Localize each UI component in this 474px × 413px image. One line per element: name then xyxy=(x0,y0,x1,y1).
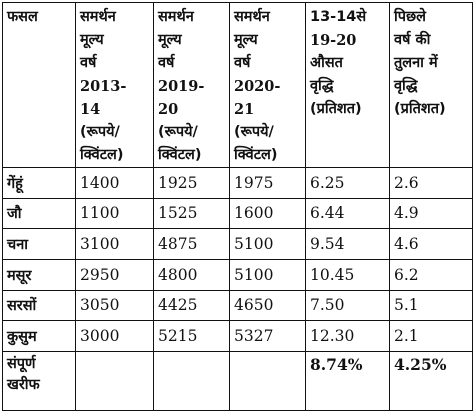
growth-avg-cell: 7.50 xyxy=(306,290,390,321)
crop-cell: चना xyxy=(3,229,76,260)
total-label-cell xyxy=(3,351,76,410)
total-growth-prev-cell: 4.25% xyxy=(390,351,473,410)
msp-2020-21-cell: 5100 xyxy=(230,229,306,260)
table-row xyxy=(3,259,473,290)
header-line: 2019- xyxy=(158,78,205,95)
total-growth-avg-cell: 8.74% xyxy=(306,351,390,410)
header-row xyxy=(3,3,473,168)
header-line: वृद्धि xyxy=(394,78,418,94)
header-line: वृद्धि xyxy=(310,78,334,94)
header-line: क्विंटल) xyxy=(80,147,124,163)
growth-avg-cell: 6.44 xyxy=(306,198,390,229)
header-line: क्विंटल) xyxy=(234,147,278,163)
table-row xyxy=(3,198,473,229)
header-line: समर्थन xyxy=(158,9,194,25)
growth-avg-cell: 10.45 xyxy=(306,259,390,290)
msp-2013-14-cell: 3000 xyxy=(76,321,154,352)
header-line: मूल्य xyxy=(80,32,104,48)
msp-2019-20-cell: 4800 xyxy=(154,259,230,290)
msp-2013-14-cell: 3050 xyxy=(76,290,154,321)
header-line: (प्रतिशत) xyxy=(394,101,446,117)
empty-cell xyxy=(154,351,230,410)
header-line: औसत xyxy=(310,55,343,71)
header-line: पिछले xyxy=(394,9,426,25)
crop-cell: जौ xyxy=(3,198,76,229)
total-row xyxy=(3,351,473,410)
crop-cell: सरसों xyxy=(3,290,76,321)
header-line: (रूपये/ xyxy=(80,124,120,140)
header-msp-2013-14 xyxy=(76,3,154,168)
empty-cell xyxy=(230,351,306,410)
header-line: वर्ष xyxy=(158,55,175,71)
header-line: क्विंटल) xyxy=(158,147,202,163)
crop-cell: गेंहूं xyxy=(3,168,76,199)
growth-prev-cell: 2.1 xyxy=(390,321,473,352)
header-crop-text: फसल xyxy=(7,9,38,25)
table-row xyxy=(3,290,473,321)
header-growth-prev xyxy=(390,3,473,168)
header-crop xyxy=(3,3,76,168)
msp-2020-21-cell: 5327 xyxy=(230,321,306,352)
header-msp-2019-20 xyxy=(154,3,230,168)
growth-prev-cell: 4.6 xyxy=(390,229,473,260)
header-line: (रूपये/ xyxy=(234,124,274,140)
header-line: वर्ष xyxy=(234,55,251,71)
header-line: 13-14से xyxy=(310,9,367,25)
msp-2020-21-cell: 4650 xyxy=(230,290,306,321)
header-growth-avg xyxy=(306,3,390,168)
header-line: मूल्य xyxy=(158,32,182,48)
msp-2020-21-cell: 5100 xyxy=(230,259,306,290)
msp-2020-21-cell: 1975 xyxy=(230,168,306,199)
table-row xyxy=(3,168,473,199)
msp-2019-20-cell: 1925 xyxy=(154,168,230,199)
growth-prev-cell: 5.1 xyxy=(390,290,473,321)
msp-2019-20-cell: 1525 xyxy=(154,198,230,229)
msp-2019-20-cell: 5215 xyxy=(154,321,230,352)
msp-2020-21-cell: 1600 xyxy=(230,198,306,229)
total-label-line: खरीफ xyxy=(7,376,40,393)
header-line: (प्रतिशत) xyxy=(310,101,362,117)
msp-2013-14-cell: 1400 xyxy=(76,168,154,199)
header-line: वर्ष की xyxy=(394,32,431,48)
msp-2013-14-cell: 1100 xyxy=(76,198,154,229)
table-row xyxy=(3,229,473,260)
header-line: 20 xyxy=(158,101,179,118)
header-line: 2020- xyxy=(234,78,281,95)
msp-2013-14-cell: 3100 xyxy=(76,229,154,260)
growth-prev-cell: 4.9 xyxy=(390,198,473,229)
header-line: तुलना में xyxy=(394,55,438,71)
header-line: वर्ष xyxy=(80,55,97,71)
header-line: 21 xyxy=(234,101,255,118)
header-line: (रूपये/ xyxy=(158,124,198,140)
header-line: 19-20 xyxy=(310,32,357,49)
header-line: समर्थन xyxy=(234,9,270,25)
header-line: मूल्य xyxy=(234,32,258,48)
msp-table xyxy=(2,2,473,411)
crop-cell: कुसुम xyxy=(3,321,76,352)
header-line: समर्थन xyxy=(80,9,116,25)
growth-avg-cell: 9.54 xyxy=(306,229,390,260)
growth-avg-cell: 12.30 xyxy=(306,321,390,352)
crop-cell: मसूर xyxy=(3,259,76,290)
msp-2013-14-cell: 2950 xyxy=(76,259,154,290)
msp-2019-20-cell: 4425 xyxy=(154,290,230,321)
msp-2019-20-cell: 4875 xyxy=(154,229,230,260)
growth-prev-cell: 2.6 xyxy=(390,168,473,199)
growth-prev-cell: 6.2 xyxy=(390,259,473,290)
header-line: 14 xyxy=(80,101,101,118)
header-msp-2020-21 xyxy=(230,3,306,168)
total-label-line: संपूर्ण xyxy=(7,355,36,372)
growth-avg-cell: 6.25 xyxy=(306,168,390,199)
table-row xyxy=(3,321,473,352)
header-line: 2013- xyxy=(80,78,127,95)
empty-cell xyxy=(76,351,154,410)
